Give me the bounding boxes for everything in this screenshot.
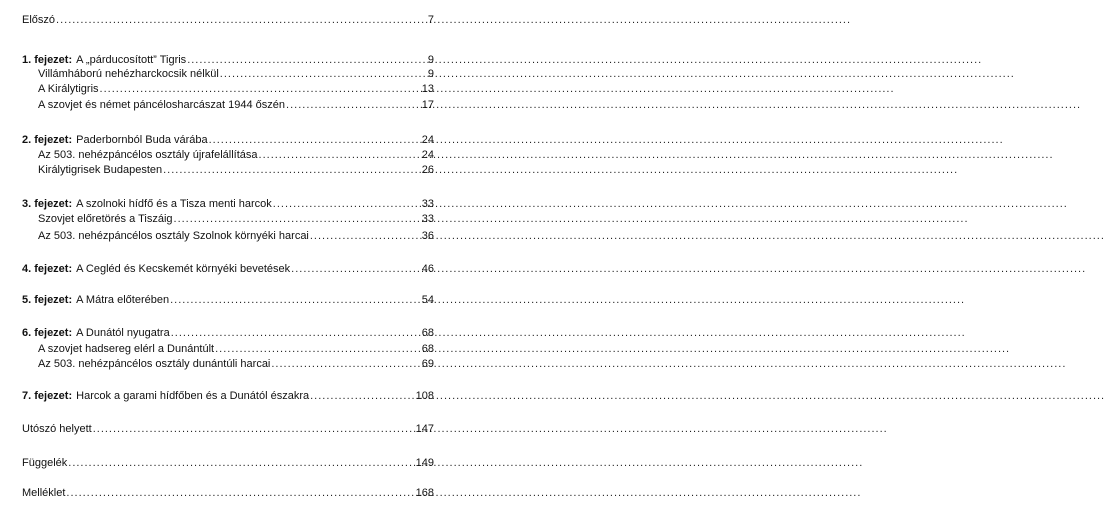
toc-entry-title: A Királytigris <box>38 83 99 95</box>
toc-entry-page: 26 <box>421 164 434 176</box>
toc-entry-title: A szolnoki hídfő és a Tisza menti harcok <box>76 198 272 210</box>
toc-entry-title: Szovjet előretörés a Tiszáig <box>38 213 173 225</box>
toc-entry-title: A szovjet és német páncélosharcászat 1944 őszén <box>38 99 286 111</box>
toc-leader-dots <box>271 357 420 371</box>
toc-entry-title: Utószó helyett <box>22 423 92 435</box>
toc-entry-chapter <box>22 262 434 276</box>
toc-entry-chapter <box>22 197 434 211</box>
toc-entry <box>22 456 434 470</box>
toc-leader-dots <box>310 389 415 403</box>
toc-entry-page: 54 <box>421 294 434 306</box>
toc-entry-page: 147 <box>415 423 434 435</box>
toc-leader-dots <box>171 326 421 340</box>
toc-entry-page: 149 <box>415 457 434 469</box>
toc-entry-section <box>38 98 434 112</box>
toc-entry-title: Melléklet <box>22 487 66 499</box>
toc-entry-page: 9 <box>427 68 434 80</box>
toc-entry-section <box>38 82 434 96</box>
toc-entry-page: 24 <box>421 134 434 146</box>
toc-entry-page: 68 <box>421 343 434 355</box>
toc-entry-chapter <box>22 293 434 307</box>
toc-entry-page: 13 <box>421 83 434 95</box>
toc-entry-page: 108 <box>415 390 434 402</box>
toc-leader-dots <box>310 229 421 243</box>
toc-entry-section <box>38 357 434 371</box>
toc-entry-page: 36 <box>421 230 434 242</box>
toc-entry-title: A Dunától nyugatra <box>76 327 170 339</box>
toc-chapter-label: 6. fejezet: <box>22 327 73 339</box>
toc-entry-chapter <box>22 133 434 147</box>
toc-entry-title: Az 503. nehézpáncélos osztály dunántúli harcai <box>38 358 271 370</box>
toc-entry <box>22 422 434 436</box>
toc-entry-page: 33 <box>421 198 434 210</box>
toc-leader-dots <box>273 197 421 211</box>
toc-entry-page: 33 <box>421 213 434 225</box>
toc-leader-dots <box>209 133 421 147</box>
toc-leader-dots <box>68 456 414 470</box>
toc-entry-page: 7 <box>427 14 434 26</box>
toc-leader-dots <box>215 342 421 356</box>
toc-entry-section <box>38 67 434 81</box>
toc-entry-title: A „párducosított” Tigris <box>76 54 187 66</box>
toc-chapter-label: 2. fejezet: <box>22 134 73 146</box>
toc-entry-section <box>38 212 434 226</box>
toc-entry-page: 68 <box>421 327 434 339</box>
toc-entry-page: 17 <box>421 99 434 111</box>
toc-entry-chapter <box>22 326 434 340</box>
toc-entry-title: Villámháború nehézharckocsik nélkül <box>38 68 219 80</box>
toc-entry-chapter <box>22 389 434 403</box>
toc-entry-section <box>38 163 434 177</box>
toc-leader-dots <box>174 212 421 226</box>
toc-entry-section <box>38 148 434 162</box>
toc-leader-dots <box>163 163 421 177</box>
toc-entry-title: Függelék <box>22 457 68 469</box>
toc-entry <box>22 13 434 27</box>
toc-chapter-label: 7. fejezet: <box>22 390 73 402</box>
toc-entry-section <box>38 342 434 356</box>
toc-leader-dots <box>100 82 421 96</box>
toc-leader-dots <box>259 148 421 162</box>
toc-entry <box>22 486 434 500</box>
toc-entry-title: Harcok a garami hídfőben és a Dunától északra <box>76 390 310 402</box>
toc-leader-dots <box>56 13 427 27</box>
toc-entry-title: A Mátra előterében <box>76 294 170 306</box>
toc-entry-title: Előszó <box>22 14 56 26</box>
table-of-contents <box>0 0 458 521</box>
toc-chapter-label: 1. fejezet: <box>22 54 73 66</box>
toc-entry-title: Paderbornból Buda várába <box>76 134 208 146</box>
toc-entry-title: A szovjet hadsereg elérl a Dunántúlt <box>38 343 215 355</box>
toc-entry-page: 168 <box>415 487 434 499</box>
toc-leader-dots <box>291 262 421 276</box>
toc-leader-dots <box>66 486 414 500</box>
toc-entry-page: 24 <box>421 149 434 161</box>
toc-entry-title: A Cegléd és Kecskemét környéki bevetések <box>76 263 291 275</box>
toc-chapter-label: 4. fejezet: <box>22 263 73 275</box>
toc-entry-chapter <box>22 53 434 67</box>
toc-entry-title: Királytigrisek Budapesten <box>38 164 163 176</box>
toc-chapter-label: 5. fejezet: <box>22 294 73 306</box>
toc-entry-section <box>38 229 434 243</box>
toc-chapter-label: 3. fejezet: <box>22 198 73 210</box>
toc-leader-dots <box>220 67 427 81</box>
toc-leader-dots <box>170 293 421 307</box>
toc-leader-dots <box>93 422 415 436</box>
toc-leader-dots <box>286 98 421 112</box>
toc-leader-dots <box>187 53 427 67</box>
toc-entry-title: Az 503. nehézpáncélos osztály Szolnok környéki harcai <box>38 230 309 242</box>
toc-entry-page: 46 <box>421 263 434 275</box>
toc-entry-title: Az 503. nehézpáncélos osztály újrafelállítása <box>38 149 258 161</box>
toc-entry-page: 69 <box>421 358 434 370</box>
toc-entry-page: 9 <box>427 54 434 66</box>
